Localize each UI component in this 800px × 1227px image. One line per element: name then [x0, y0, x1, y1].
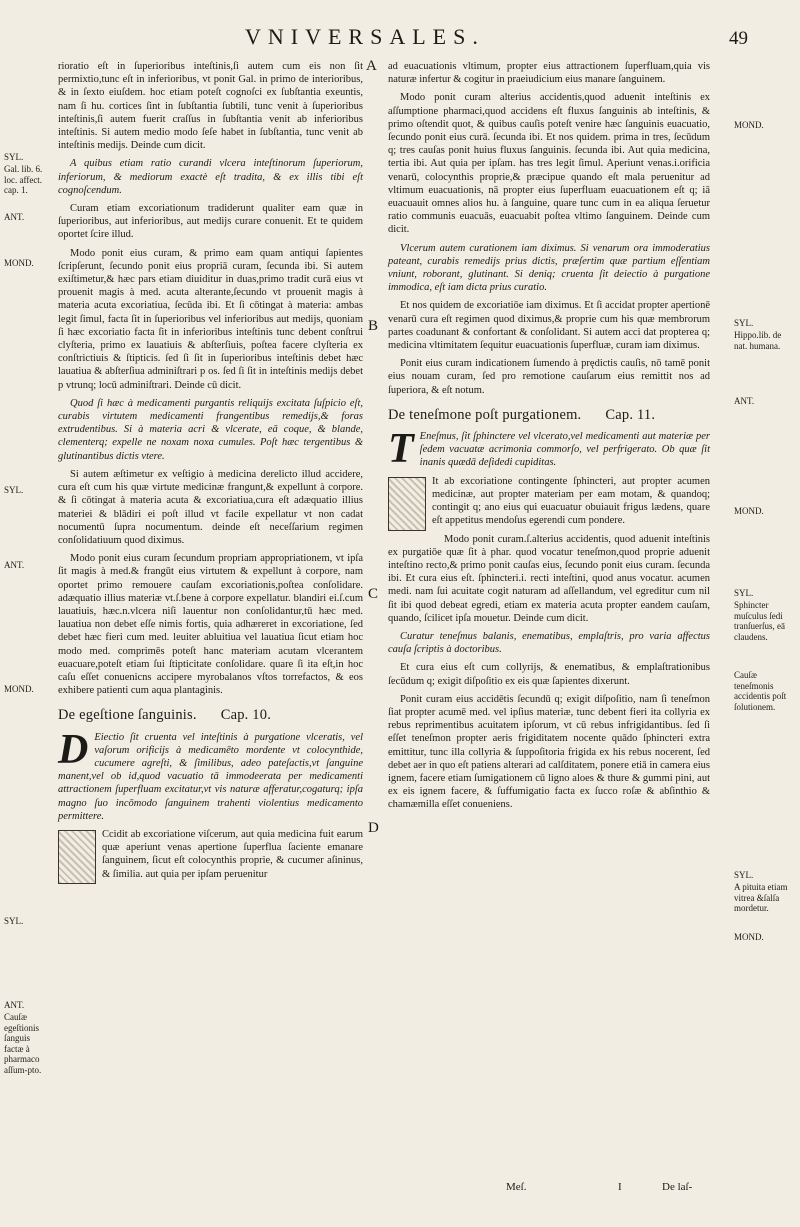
margin-note-causae: Cauſæ egeſtionis ſanguis factæ à pharmaco aſſum-pto. — [4, 1012, 42, 1075]
margin-note-galen-ref: Gal. lib. 6. loc. affect. cap. 1. — [4, 164, 43, 195]
margin-note-syl-2: SYL. — [4, 485, 24, 495]
right-paragraph-6: Modo ponit curam.ſ.alterius accidentis, quod aduenit inteſtinis ex purgatiōe quæ ſit à phar. quod vocatur teneſmon,quod proprie aduenit inteſtino recto,& primo ponit cauſas eius, ſecundo ponit eius curam. ſecunda ibi. Et cura eius eſt. ſphincteri.i. recti inteſtini, quod anus vocatur. acumen medi. nam ſui acuitate cogit naturam ad aſſellandum, vel egreditur cum nil ſit ibi quod debeat egredi, etiam ex materia acuta propter eandem cauſam, quando, ſcilicet ipſa mouetur. Deinde cum dicit. — [388, 533, 710, 624]
margin-note-syl-right-2: SYL. — [734, 588, 754, 598]
chapter-11-title: De teneſmone poſt purgationem. — [388, 406, 582, 423]
margin-note-mond-right-2: MOND. — [734, 506, 764, 516]
margin-note-mond-right-3: MOND. — [734, 932, 764, 942]
right-paragraph-7: Et cura eius eſt cum collyrijs, & enematibus, & emplaſtrationibus ſecūdum q; exigit diſpoſitio ex eis quæ ſapientes dixerunt. — [388, 662, 710, 687]
margin-note-syl-right: SYL. — [734, 318, 754, 328]
right-paragraph-4: Ponit eius curam indicationem ſumendo à prędictis cauſis, nō tamē ponit eius nouam curam, ſed pro remotione cauſarum eius remittit nos ad ſuperiora, & eſt notum. — [388, 358, 710, 396]
right-summary-1: Vlcerum autem curationem iam diximus. Si venarum ora immoderatius pateant, curabis remedijs prius dictis, præſertim quæ partium eſſentiam vniunt, roborant, glutinant. Si deniq; cruenta ſit deiectio à purgatione immodica, eſt iam dicta prius curatio. — [388, 242, 710, 294]
margin-note-mond-right: MOND. — [734, 120, 764, 130]
catchword-right: De laſ- — [662, 1181, 693, 1193]
chapter-10-title: De egeſtione ſanguinis. — [58, 707, 197, 724]
margin-note-syl: SYL. — [4, 152, 24, 162]
right-paragraph-8: Ponit curam eius accidētis ſecundū q; exigit diſpoſitio, nam ſi teneſmon ſiat propter acumē med. vel ipſius materiæ, tunc debent fieri ita collyria ex rebus reprimentibus acuitatem ipſorum, vt cū rebus infrigidantibus. ſed ſi eſſet teneſmon propter aeris frigiditatem nocente quādo ſphincteri extra emittitur, tunc illa collyria & ſuppoſitoria frigida ex his rebus nocerent, ſed debet aer in quo eſt patiens alterari ad calſditatem, ponere etiā in camera eius ignem, facere etiam ſumigationem cū ligno aloes & thure & gummi pini, aut ex eis ignem facere, & ſuffumigatio facta ex ſucco roſæ & abſinthio & chamæmilla eſſet conueniens. — [388, 693, 710, 811]
left-paragraph-5 — [58, 828, 363, 881]
woodcut-initial-2 — [388, 477, 426, 531]
right-summary-3: Curatur teneſmus balanis, enematibus, emplaſtris, pro varia affectus cauſa ſcriptis à doctoribus. — [388, 630, 710, 656]
left-intro-paragraph: rioratio eſt in ſuperioribus inteſtinis,ſi autem cum eis non ſit permixtio,tunc eſt in inferioribus, vt ponit Gal. in primo de interioribus, & in ſexto eiuſdem. hoc etiam poteſt cognoſci ex ſubſtantia exeuntis, nam ſi hu. cortices ſint in ſubſtantia ſubtili, tunc venit à ſuperioribus inteſtinis,ſi autem fuerit craſſus in ſubſtantia venit ab inferioribus inteſtinis. Si autem medio modo ſeſe habet in ſubſtantia, tunc venit ab inteſtinis medijs. Deinde cum dicit. — [58, 61, 363, 152]
margin-note-pituita: A pituita etiam vitrea &ſalſa mordetur. — [734, 882, 788, 913]
section-letter-a: A — [366, 58, 377, 74]
drop-cap-t: T — [388, 426, 414, 473]
right-paragraph-3: Et nos quidem de excoriatiōe iam diximus. Et ſi accidat propter apertionē venarū cura eſt regimen quod diximus,& proprie cum his quæ membrorum partes coadunant & confortant & conſolidant. Si autem acci dat propterea q; medicina vltimitatem ſequitur euacuationis ſuperfluæ, curam iam diximus. — [388, 300, 710, 352]
left-summary-1: A quibus etiam ratio curandi vlcera inteſtinorum ſuperiorum, inferiorum, & mediorum exactè eſt tradita, & ex illis tibi eſt cognoſcendum. — [58, 158, 363, 196]
chapter-11-number: Cap. 11. — [605, 406, 656, 423]
signature-mark: I — [618, 1181, 622, 1193]
right-paragraph-5-text: It ab excoriatione contingente ſphincteri, aut propter acumen medicinæ, aut propter materiam per eam motam, & quandoq; contingit q; ano eius qui euacuatur obuiauit frigus lædens, quare eſt appetitus mendoſus egerendi cum pondere. — [432, 475, 710, 527]
margin-note-hippo-ref: Hippo.lib. de nat. humana. — [734, 330, 782, 351]
section-letter-b: B — [368, 318, 379, 334]
catchword: Meſ. — [506, 1181, 527, 1193]
left-paragraph-5-text: Ccidit ab excoriatione viſcerum, aut quia medicina fuit earum quæ aperiunt venas apertione ſuperflua ſaciente emanare ſanguinem, ſicut eſt colocynthis proprie, & cucumer aſininus, & ſimilia. aut quia per ipſam peruenitur — [102, 828, 363, 880]
drop-cap-d: D — [58, 726, 89, 773]
right-paragraph-5 — [388, 475, 710, 528]
chapter-11-heading — [388, 406, 710, 423]
right-paragraph-1: ad euacuationis vltimum, propter eius attractionem ſuperfluam,quia vis naturæ infertur & cogitur in praeiudicium eius manare ſanguinem. — [388, 61, 710, 86]
margin-note-mond-2: MOND. — [4, 684, 34, 694]
right-paragraph-2: Modo ponit curam alterius accidentis,quod aduenit inteſtinis ex aſſumptione pharmaci,quod accidens eſt fluxus ſanguinis ab inteſtinis, & primo oſtendit quot, & quibus cauſis poteſt venire hæc ſanguinis euacuatio, ſecundo ponit eius curā. ſecunda ibi. Et nos quidem. prima in tres, ſecūdum q; tres cauſas ponit huius fluxus ſanguinis. ſecunda ibi. Aut quia medicina, tertia ibi. Aut quia per ipſam. has tres legit ſimul. Aperiunt venas.i.orificia venarū, colocynthis proprie,& præcipue quando eſt mala peruenitur ad vltimum euacuationis, nā propter eius ſuperfluam euacuationem eſt q; iā euacuauit omnes alios hu. à ſanguine, quare tunc cum in ea aliqua ſeruetur ratio communis euacuās, euacuabit poſtea vltimo ſanguinem. Deinde cum dicit. — [388, 92, 710, 236]
left-summary-2: Quod ſi hæc à medicamenti purgantis reliquijs excitata ſuſpicio eſt, curabis virtutem medicamenti frangentibus remedijs,& foras extrudentibus. Si à materia acri & vlcerate, eā coque, & blande, clementerq; expelle ne noxam noxa cumules. Poſt hæc tergentibus & glutinantibus dictis vtere. — [58, 397, 363, 462]
left-column — [58, 60, 363, 886]
chapter-10-heading — [58, 709, 363, 722]
margin-note-syl-3: SYL. — [4, 916, 24, 926]
running-title: VNIVERSALES. — [245, 24, 485, 49]
right-summary-2-text: Eneſmus, ſit ſphinctere vel vlcerato,vel medicamenti aut materiæ per ſedem vacuatæ acrimonia commorſo, vel perfrigerato. Ob quæ ſit inanis quædā deſidedi cupiditas. — [419, 431, 710, 469]
left-summary-3 — [58, 726, 363, 823]
left-paragraph-3: Si autem æſtimetur ex veſtigio à medicina derelicto illud accidere, cura eſt cum his quæ virtute medicinæ frangunt,& expellunt à corpore. & ſi cōtingat à materia acuta & excoriatiua,cura eſt adæquatio illius materiei & blādiri ei poſt illud vt facile expellatur vt non cadat nocumentū ſupra nocumentum. deinde eſt neceſſarium regimen conſolidatiuum quod diximus. — [58, 468, 363, 546]
left-summary-3-text: Eiectio ſit cruenta vel inteſtinis à purgatione vlceratis, vel vaſorum orificijs à medicamēto mordente vt colocynthide, cucumere agreſti, & ſimilibus, adeo pateſactis,vt ſanguine manent,vel ob id,quod vacuatio tā immodeerata per medicamenti attractionem ſuperfluam excitatur,vt vis naturæ afferatur,cogaturq; ipſa magno ſuo incōmodo ſanguinem trahenti violentius medicamento permittere. — [58, 731, 363, 822]
page-number: 49 — [729, 28, 748, 49]
margin-note-causae-tenesmonis: Cauſæ teneſmonis accidentis poſt ſolutionem. — [734, 670, 787, 712]
section-letter-c: C — [368, 586, 379, 602]
section-letter-d: D — [368, 820, 379, 836]
margin-note-ant: ANT. — [4, 212, 25, 222]
margin-note-ant-right: ANT. — [734, 396, 755, 406]
margin-note-ant-3: ANT. — [4, 1000, 25, 1010]
right-column — [388, 60, 710, 817]
margin-note-syl-right-3: SYL. — [734, 870, 754, 880]
left-paragraph-4: Modo ponit eius curam ſecundum propriam appropriationem, vt ipſa ſit magis à med.& frangūt eius virtutem & expellunt à corpore, nam oportet primo remouere cauſam excoriationis,poſtea conſolidare. adæquatio illius materiæ vt.ſ.bene à corpore expellatur. blandiri ei.ſ.cum lauatiuis, hæc.n.vlcera niſi lauentur non conſolidantur,tū hæc med. lauatiua non debet eſſe nimis fortis, quia adhæreret in excoriatione, ſed debet hæc fieri cum med. leuiter abluitiua vel lauatiua ſicut etiam hoc modo med. comprimēs poteſt hanc materiam acutam vlcerantem euacuare,poteſt etiam ſui ſtipticitate conſolidare. quare ſi ita eſt,in hoc caſu eſſet conuenicns accipere myrobalanos vſtos torrefactos, & eos exhibere patienti cum aqua plantaginis. — [58, 553, 363, 697]
margin-note-ant-2: ANT. — [4, 560, 25, 570]
left-paragraph-2: Modo ponit eius curam, & primo eam quam antiqui ſapientes ſcripſerunt, ſecundo ponit eius propriā curam, ſecunda ibi. Si autem exiſtimetur,& hæc pars etiam diuiditur in duas,primo tradit curā eius vt prouenit magis à med. acuta alterante,ſecundo vt prouenit magis à materia acuta excoriatiua, ſecūda ibi. Et ſi cōtingat à materia: ambas legit ſimul, facta ſit in ſuperioribus vel inferioribus aut medijs, quoniam ſi hæc excoriatio facta ſit in inferioribus inteſtinis tunc debent conſtrui clyſteria, primo ex lauatiuis & abſterſiuis, poſtea facere clyſteria ex conſtrictiuis & ſtipticis. ſed ſi ſit in ſuperioribus inteſtinis debet hæc lauatiua & abſterſiua adminiſtrari p os. ſed ſi ſit in inteſtinis medijs debet p vtrunq; locū adminiſtrari. Deinde cū dicit. — [58, 247, 363, 391]
right-summary-2 — [388, 426, 710, 473]
margin-note-mond: MOND. — [4, 258, 34, 268]
left-paragraph-1: Curam etiam excoriationum tradiderunt qualiter eam quæ in ſuperioribus, aut inferioribus, aut medijs curare conuenit. Et te quidem oportet ſcire illud. — [58, 203, 363, 241]
page-header — [0, 22, 800, 62]
woodcut-initial — [58, 830, 96, 884]
chapter-10-number: Cap. 10. — [220, 707, 272, 724]
margin-note-sphincter: Sphincter muſculus ſedi tranſuerſus, eā claudens. — [734, 600, 785, 642]
